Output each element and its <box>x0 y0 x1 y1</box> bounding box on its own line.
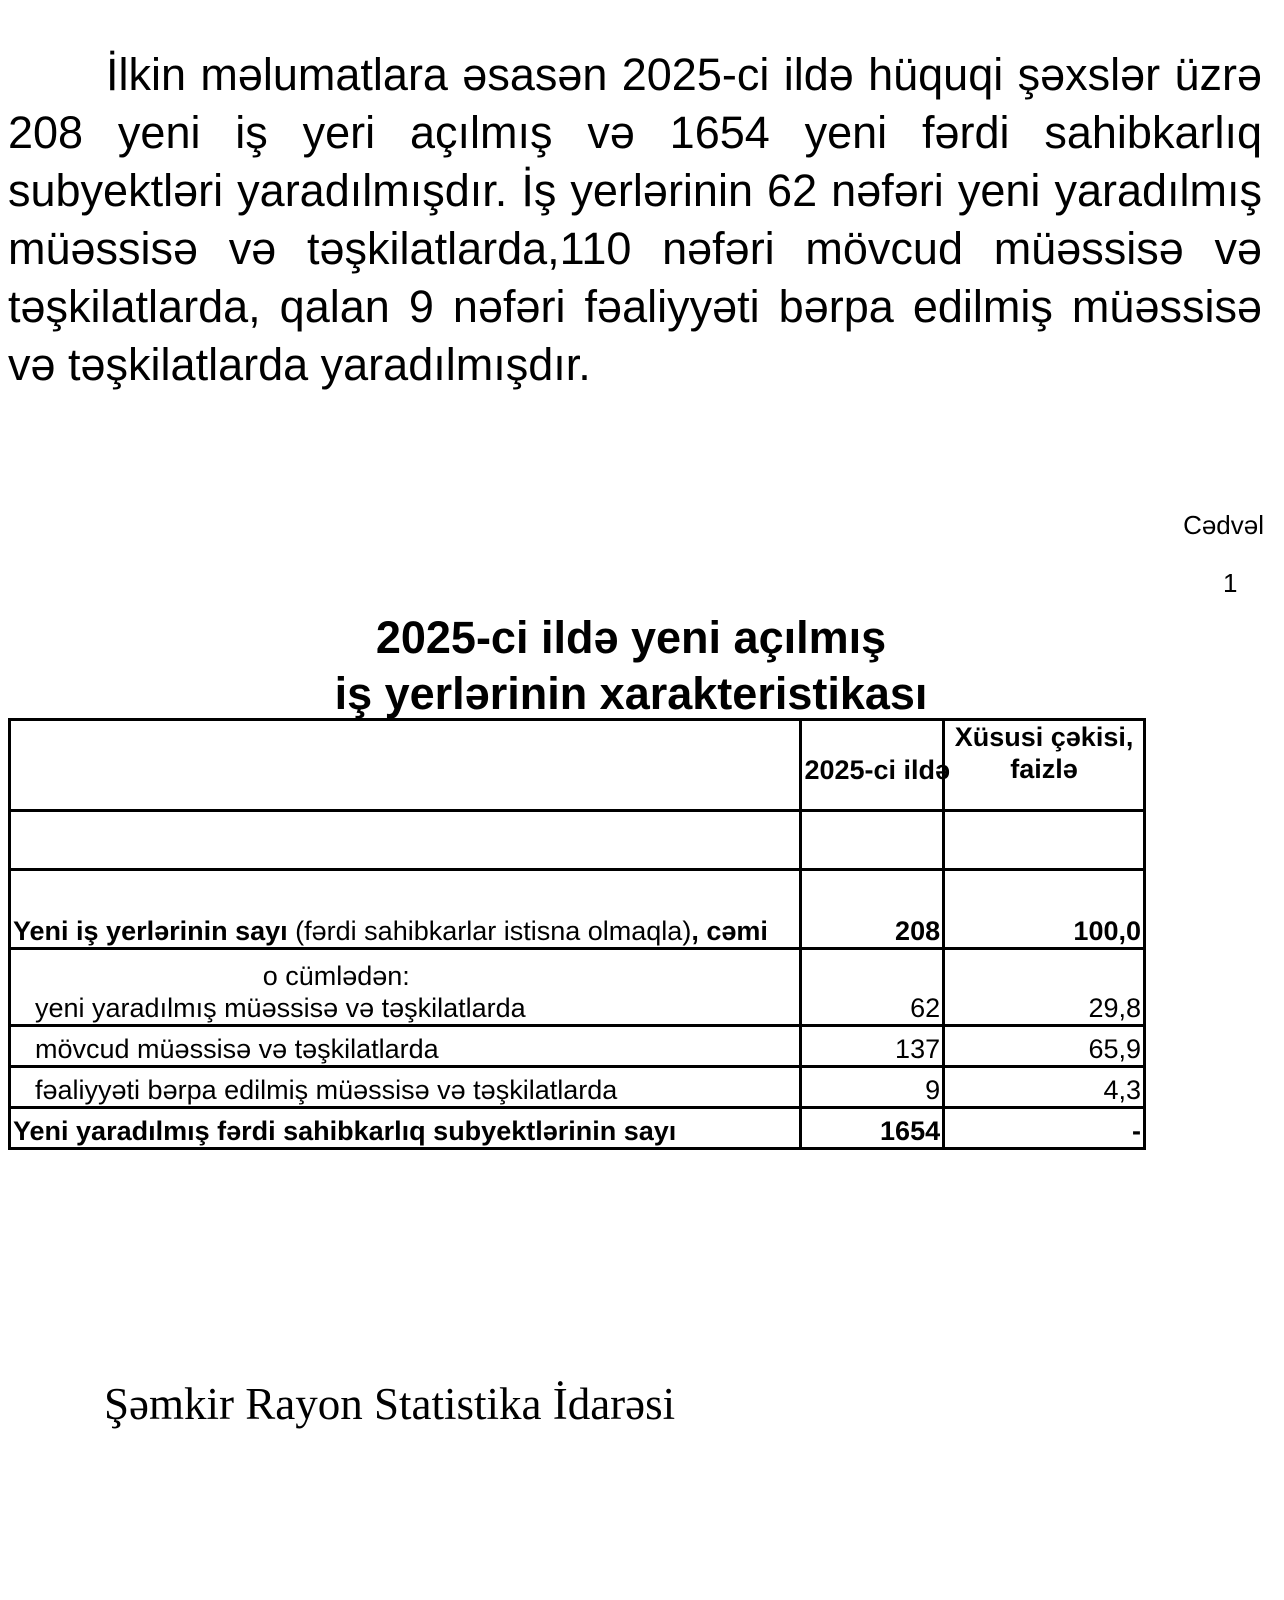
row-label: Yeni iş yerlərinin sayı (fərdi sahibkarlar istisna olmaqla), cəmi <box>10 870 801 949</box>
intro-text: İlkin məlumatlara əsasən 2025-ci ildə hüquqi şəxslər üzrə 208 yeni iş yeri açılmış və 1654 yeni fərdi sahibkarlıq subyektləri yaradılmışdır. İş yerlərinin 62 nəfəri yeni yaradılmış müəssisə və təşkilatlarda,110 nəfəri mövcud müəssisə və təşkilatlarda, qalan 9 nəfəri fəaliyyəti bərpa edilmiş müəssisə və təşkilatlarda yaradılmışdır. <box>8 49 1262 390</box>
table-row <box>10 1026 1145 1067</box>
row-value: 1654 <box>801 1108 944 1149</box>
row-value: 208 <box>801 870 944 949</box>
row-value: 137 <box>801 1026 944 1067</box>
statistics-table <box>8 718 1146 1150</box>
row-share: 100,0 <box>944 870 1145 949</box>
header-year: 2025-ci ildə <box>801 720 944 811</box>
table-empty-row <box>10 811 1145 870</box>
table-row-total <box>10 870 1145 949</box>
row-value: 62 <box>801 949 944 1026</box>
row-label: mövcud müəssisə və təşkilatlarda <box>10 1026 801 1067</box>
row-share: - <box>944 1108 1145 1149</box>
table-title <box>0 610 1262 722</box>
table-header-row <box>10 720 1145 811</box>
table-row <box>10 949 1145 1026</box>
sub-heading: o cümlədən: <box>262 961 410 991</box>
signature: Şəmkir Rayon Statistika İdarəsi <box>104 1379 676 1429</box>
table-label: Cədvəl <box>1183 510 1264 540</box>
row-share: 29,8 <box>944 949 1145 1026</box>
row-label: Yeni yaradılmış fərdi sahibkarlıq subyektlərinin sayı <box>10 1108 801 1149</box>
row-share: 65,9 <box>944 1026 1145 1067</box>
header-empty-cell <box>10 720 801 811</box>
intro-paragraph <box>8 46 1262 394</box>
row-share: 4,3 <box>944 1067 1145 1108</box>
header-share: Xüsusi çəkisi, faizlə <box>944 720 1145 811</box>
table-title-line1: 2025-ci ildə yeni açılmış <box>375 612 887 663</box>
row-value: 9 <box>801 1067 944 1108</box>
table-title-line2: iş yerlərinin xarakteristikası <box>334 668 928 719</box>
table-number: 1 <box>1223 568 1238 598</box>
table-row-last <box>10 1108 1145 1149</box>
table-row <box>10 1067 1145 1108</box>
row-label: fəaliyyəti bərpa edilmiş müəssisə və təşkilatlarda <box>10 1067 801 1108</box>
row-label: o cümlədən: yeni yaradılmış müəssisə və təşkilatlarda <box>10 949 801 1026</box>
